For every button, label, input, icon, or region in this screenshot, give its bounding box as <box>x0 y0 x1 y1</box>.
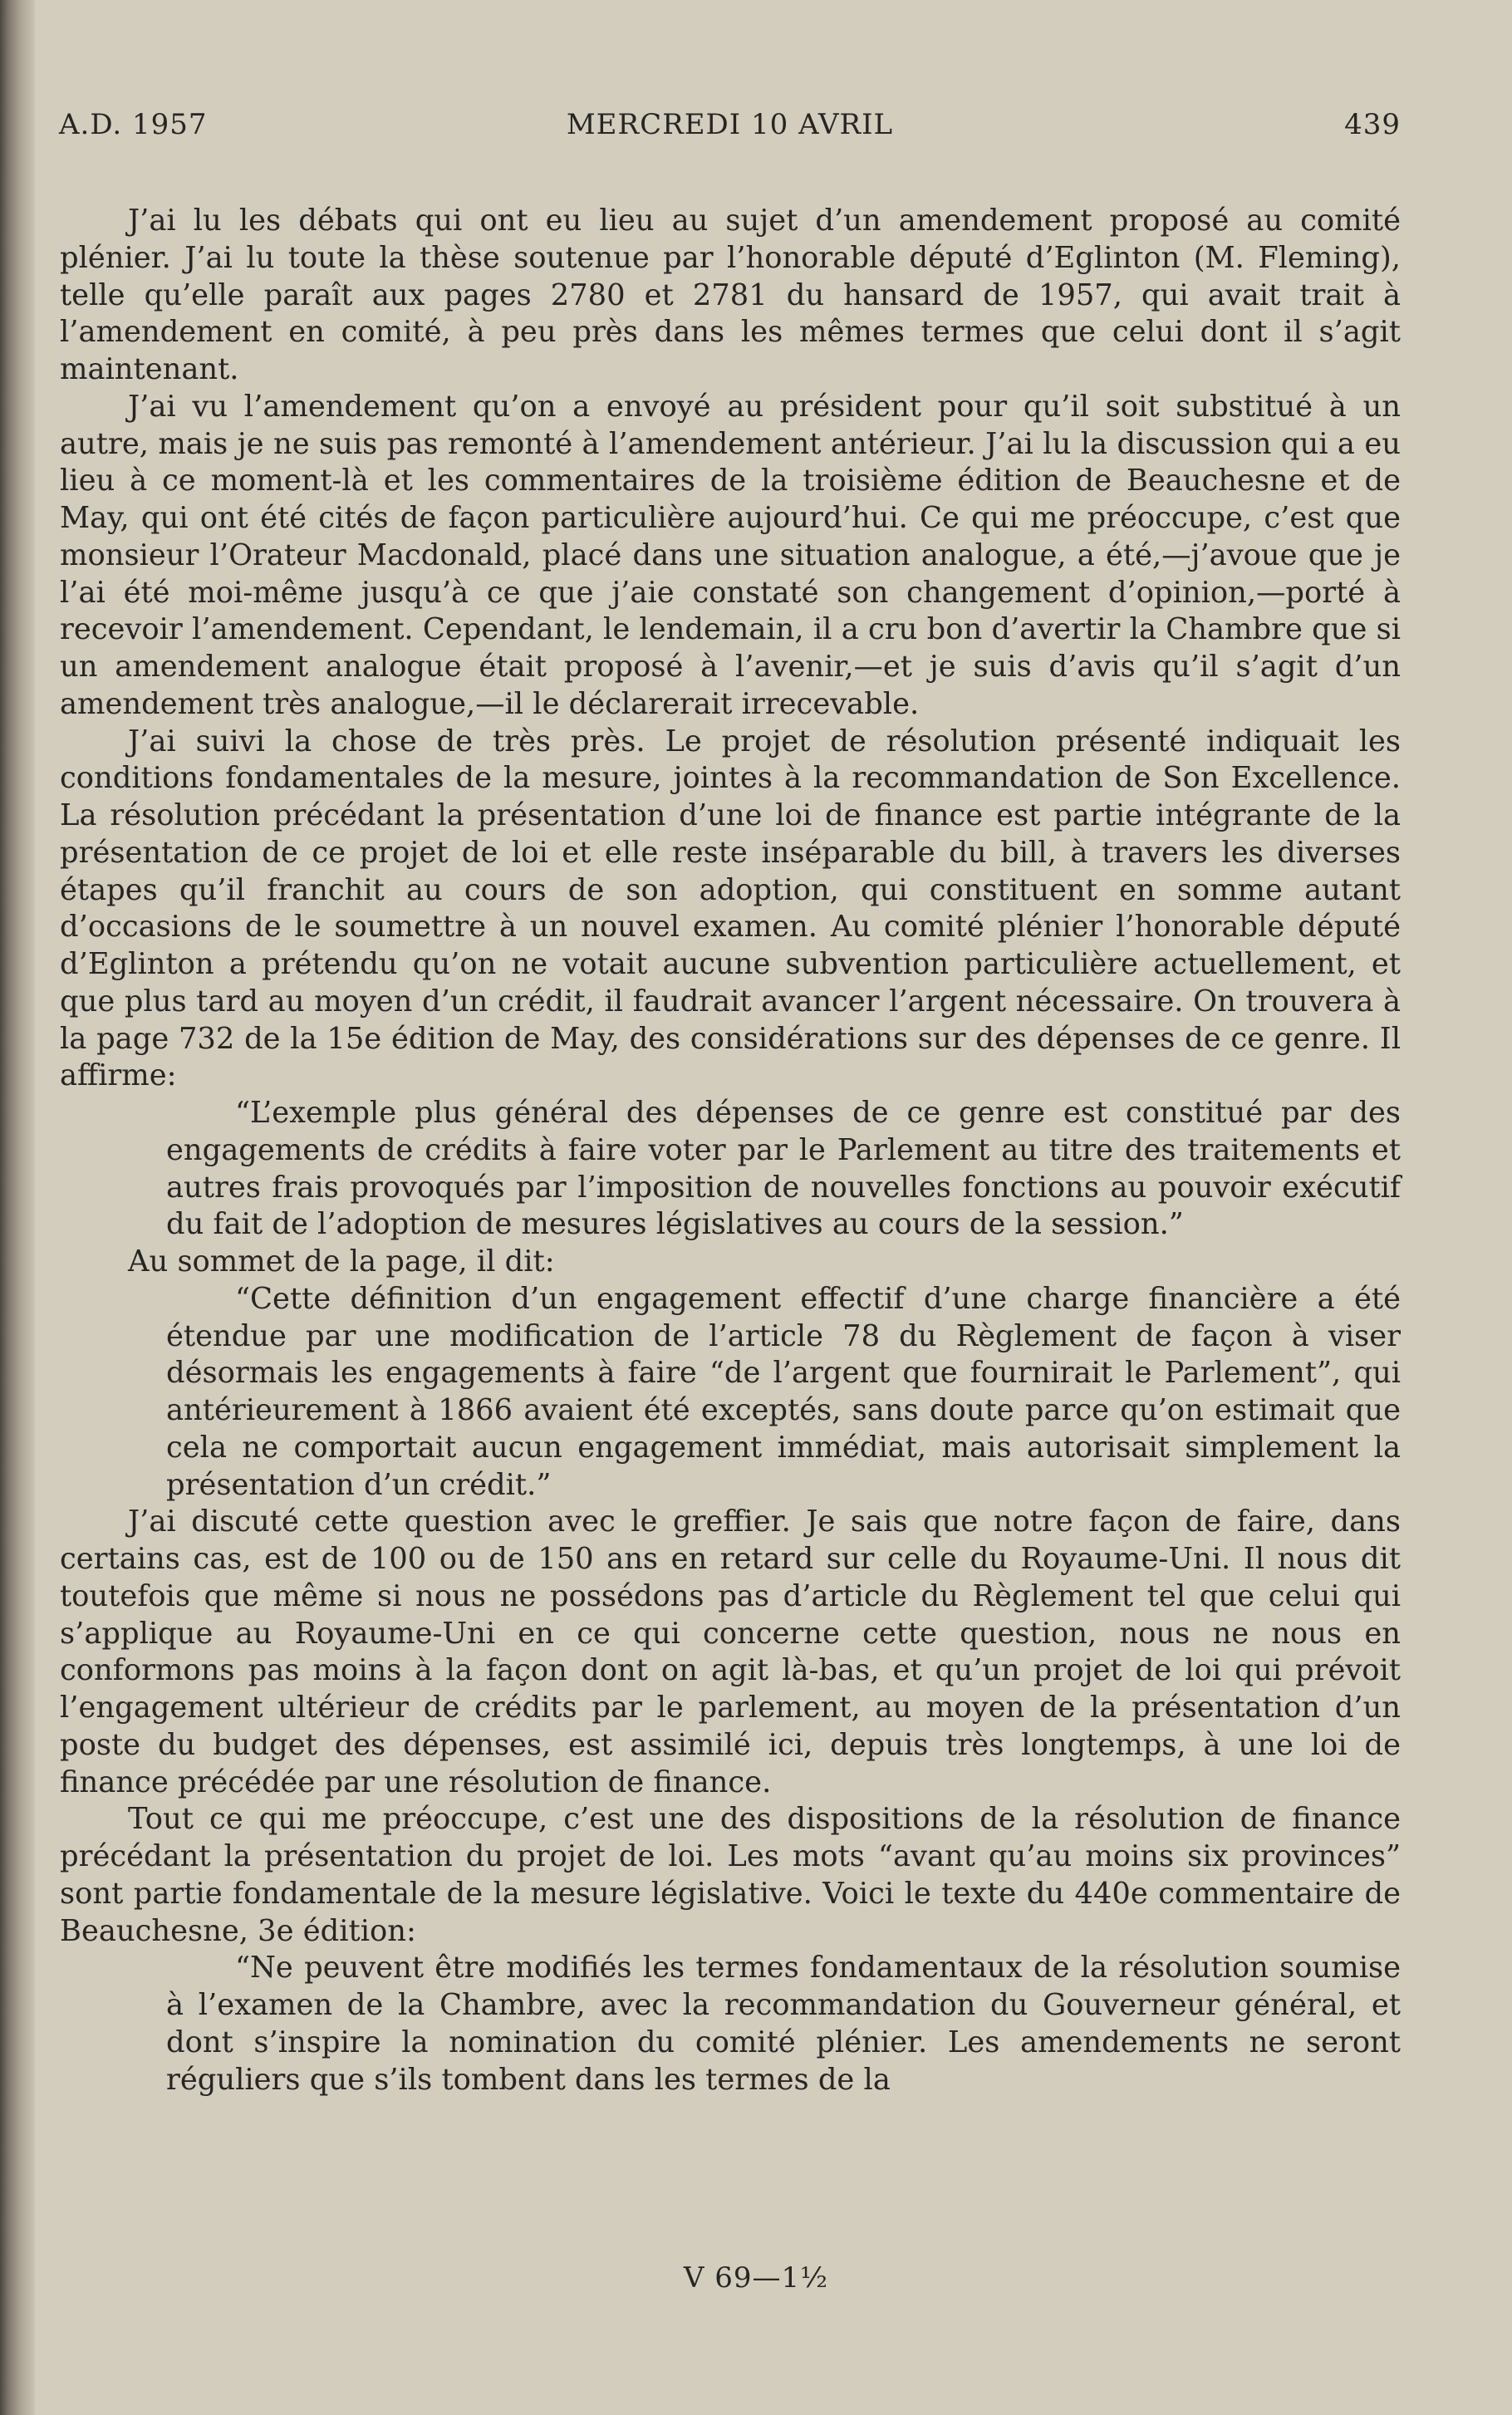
paragraph: J’ai vu l’amendement qu’on a envoyé au président pour qu’il soit substitué à un autre, mais je ne suis pas remonté à l’amendement antérieur. J’ai lu la discussion qui a eu lieu à ce moment-là et les commentaires de la troisième édition de Beauchesne et de May, qui ont été cités de façon particulière aujourd’hui. Ce qui me préoccupe, c’est que monsieur l’Orateur Macdonald, placé dans une situation analogue, a été,—j’avoue que je l’ai été moi-même jusqu’à ce que j’aie constaté son changement d’opinion,—porté à recevoir l’amendement. Cependant, le lendemain, il a cru bon d’avertir la Chambre que si un amendement analogue était proposé à l’avenir,—et je suis d’avis qu’il s’agit d’un amendement très analogue,—il le déclarerait irrecevable. <box>60 389 1401 721</box>
paragraph: Tout ce qui me préoccupe, c’est une des dispositions de la résolution de finance précédant la présentation du projet de loi. Les mots “avant qu’au moins six provinces” sont partie fondamentale de la mesure législative. Voici le texte du 440e commentaire de Beauchesne, 3e édition: <box>60 1802 1401 1948</box>
paragraph: J’ai discuté cette question avec le greffier. Je sais que notre façon de faire, dans certains cas, est de 100 ou de 150 ans en retard sur celle du Royaume-Uni. Il nous dit toutefois que même si nous ne possédons pas d’article du Règlement tel que celui qui s’applique au Royaume-Uni en ce qui concerne cette question, nous ne nous en conformons pas moins à la façon dont on agit là-bas, et qu’un projet de loi qui prévoit l’engagement ultérieur de crédits par le parlement, au moyen de la présentation d’un poste du budget des dépenses, est assimilé ici, depuis très longtemps, à une loi de finance précédée par une résolution de finance. <box>60 1504 1401 1799</box>
paragraph: J’ai suivi la chose de très près. Le projet de résolution présenté indiquait les conditions fondamentales de la mesure, jointes à la recommandation de Son Excellence. La résolution précédant la présentation d’une loi de finance est partie intégrante de la présentation de ce projet de loi et elle reste inséparable du bill, à travers les diverses étapes qu’il franchit au cours de son adoption, qui constituent en somme autant d’occasions de le soumettre à un nouvel examen. Au comité plénier l’honorable député d’Eglinton a prétendu qu’on ne votait aucune subvention particulière actuellement, et que plus tard au moyen d’un crédit, il faudrait avancer l’argent nécessaire. On trouvera à la page 732 de la 15e édition de May, des considérations sur des dépenses de ce genre. Il affirme: <box>60 724 1401 1093</box>
paragraph: J’ai lu les débats qui ont eu lieu au sujet d’un amendement proposé au comité plénier. J’ai lu toute la thèse soutenue par l’honorable député d’Eglinton (M. Fleming), telle qu’elle paraît aux pages 2780 et 2781 du hansard de 1957, qui avait trait à l’amendement en comité, à peu près dans les mêmes termes que celui dont il s’agit maintenant. <box>60 204 1401 386</box>
page-binding-edge <box>0 0 35 2415</box>
header-year: A.D. 1957 <box>59 108 208 141</box>
body-text <box>60 203 1401 2098</box>
block-quote: “L’exemple plus général des dépenses de ce genre est constitué par des engagements de crédits à faire voter par le Parlement au titre des traitements et autres frais provoqués par l’imposition de nouvelles fonctions au pouvoir exécutif du fait de l’adoption de mesures législatives au cours de la session.” <box>166 1096 1401 1242</box>
block-quote: “Ne peuvent être modifiés les termes fondamentaux de la résolution soumise à l’examen de la Chambre, avec la recommandation du Gouverneur général, et dont s’inspire la nomination du comité plénier. Les amendements ne seront réguliers que s’ils tombent dans les termes de la <box>166 1951 1401 2097</box>
running-header <box>59 108 1401 150</box>
header-date: MERCREDI 10 AVRIL <box>566 108 894 141</box>
paragraph: Au sommet de la page, il dit: <box>128 1244 555 1279</box>
block-quote: “Cette définition d’un engagement effectif d’une charge financière a été étendue par une modification de l’article 78 du Règlement de façon à viser désormais les engagements à faire “de l’argent que fournirait le Parlement”, qui antérieurement à 1866 avaient été exceptés, sans doute parce qu’on estimait que cela ne comportait aucun engagement immédiat, mais autorisait simplement la présentation d’un crédit.” <box>166 1281 1401 1502</box>
signature-mark: V 69—1½ <box>683 2261 829 2295</box>
page-number: 439 <box>1344 108 1401 141</box>
